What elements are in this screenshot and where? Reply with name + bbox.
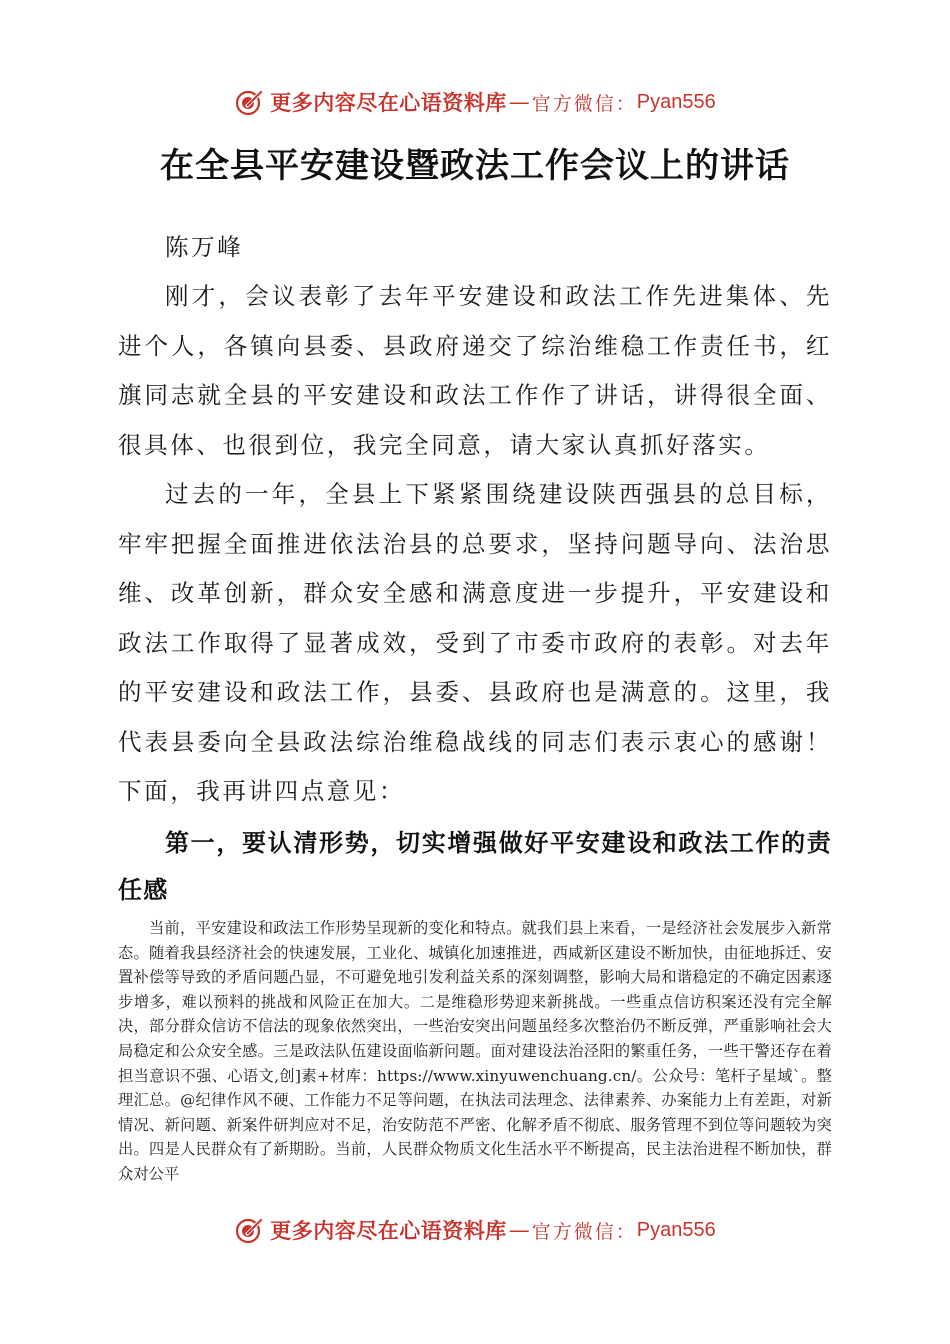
- banner-wechat-id: Pyan556: [636, 90, 716, 113]
- section-heading-1: 第一，要认清形势，切实增强做好平安建设和政法工作的责任感: [118, 829, 832, 904]
- footer-banner: [0, 1210, 950, 1250]
- banner-main-text: 更多内容尽在心语资料库: [270, 90, 507, 115]
- banner-main-text: 更多内容尽在心语资料库: [270, 1218, 507, 1243]
- header-banner: [0, 82, 950, 122]
- pen-logo-icon: [234, 1215, 264, 1245]
- banner-sub-text: 官方微信：: [531, 92, 637, 115]
- banner-sub-text: 官方微信：: [531, 1220, 637, 1243]
- pen-logo-icon: [234, 87, 264, 117]
- paragraph-1: 刚才，会议表彰了去年平安建设和政法工作先进集体、先进个人，各镇向县委、县政府递交了综治维稳工作责任书，红旗同志就全县的平安建设和政法工作作了讲话，讲得很全面、很具体、也很到位，我完全同意，请大家认真抓好落实。: [118, 282, 832, 459]
- author-name: 陈万峰: [165, 233, 244, 261]
- document-title: 在全县平安建设暨政法工作会议上的讲话: [160, 146, 790, 186]
- section-1-paragraph: 当前，平安建设和政法工作形势呈现新的变化和特点。就我们县上来看，一是经济社会发展步入新常态。随着我县经济社会的快速发展，工业化、城镇化加速推进，西咸新区建设不断加快，由征地拆迁、安置补偿等导致的矛盾问题凸显，不可避免地引发利益关系的深刻调整，影响大局和谐稳定的不确定因素逐步增多，难以预料的挑战和风险正在加大。二是维稳形势迎来新挑战。一些重点信访积案还没有完全解决，部分群众信访不信法的现象依然突出，一些治安突出问题虽经多次整治仍不断反弹，严重影响社会大局稳定和公众安全感。三是政法队伍建设面临新问题。面对建设法治泾阳的繁重任务，一些干警还存在着担当意识不强、心语文,创]素+材库：https://www.xinyuwenchuang.cn/。公众号：笔杆子星域`。整理汇总。@纪律作风不硬、工作能力不足等问题，在执法司法理念、法律素养、办案能力上有差距，对新情况、新问题、新案件研判应对不足，治安防范不严密、化解矛盾不彻底、服务管理不到位等问题较为突出。四是人民群众有了新期盼。当前，人民群众物质文化生活水平不断提高，民主法治进程不断加快，群众对公平: [118, 919, 832, 1183]
- banner-dash: —: [508, 1218, 530, 1242]
- banner-wechat-id: Pyan556: [636, 1218, 716, 1241]
- banner-dash: —: [508, 90, 530, 114]
- paragraph-2: 过去的一年，全县上下紧紧围绕建设陕西强县的总目标，牢牢把握全面推进依法治县的总要求，坚持问题导向、法治思维、改革创新，群众安全感和满意度进一步提升，平安建设和政法工作取得了显著成效，受到了市委市政府的表彰。对去年的平安建设和政法工作，县委、县政府也是满意的。这里，我代表县委向全县政法综治维稳战线的同志们表示衷心的感谢！下面，我再讲四点意见：: [118, 480, 832, 805]
